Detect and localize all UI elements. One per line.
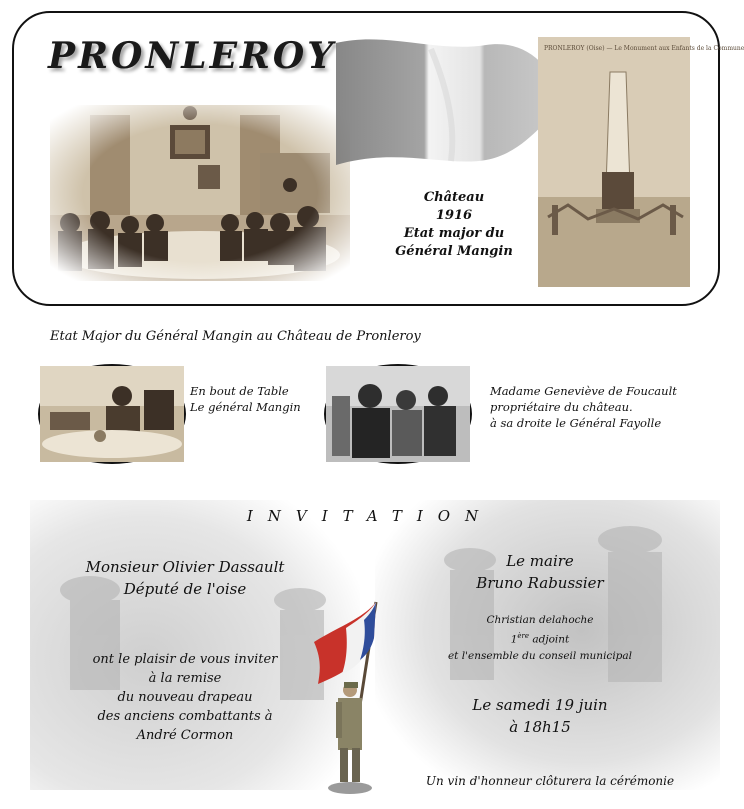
section-subtitle: Etat Major du Général Mangin au Château de Pronleroy [50,329,421,344]
caption-line: à sa droite le Général Fayolle [490,416,662,430]
photo2-caption [490,383,677,431]
host-line: Monsieur Olivier Dassault [85,558,285,576]
caption-line: Etat major du [403,226,505,241]
caption-line: Le général Mangin [190,400,301,414]
mayor-line: Le maire [506,552,574,570]
dinner-photo [50,105,350,281]
date-line: à 18h15 [509,718,571,736]
invitation-council [420,612,660,664]
caption-line: Général Mangin [395,244,513,259]
postcard-caption: PRONLEROY (Oise) — Le Monument aux Enfants de la Commune [544,45,744,52]
council-role-number: 1 [510,633,518,646]
caption-line: Madame Geneviève de Foucault [490,384,677,398]
flag-bearer-figurine [306,598,396,798]
mangin-table-photo [38,364,186,464]
council-name: Christian delahoche [486,614,594,626]
body-line: des anciens combattants à [97,709,273,724]
invitation-mayor [420,550,660,594]
chateau-caption [364,189,544,261]
invitation-body [60,650,310,745]
foucault-photo [324,364,472,464]
body-line: à la remise [148,671,222,686]
page-title: PRONLEROY [48,35,336,77]
mayor-line: Bruno Rabussier [476,574,604,592]
photo1-caption [190,383,301,415]
host-line: Député de l'oise [123,580,247,598]
caption-line: En bout de Table [190,384,289,398]
council-role-sup: ère [517,632,530,640]
invitation-date [420,694,660,738]
header-frame [12,11,744,306]
caption-line: propriétaire du château. [490,400,633,414]
body-line: ont le plaisir de vous inviter [92,652,278,667]
council-extra: et l'ensemble du conseil municipal [447,649,633,662]
monument-postcard [538,37,744,287]
body-line: André Cormon [136,728,234,743]
caption-line: Château [423,190,485,205]
council-role-rest: adjoint [529,633,570,646]
caption-line: 1916 [435,208,473,223]
invitation-title: INVITATION [246,507,494,525]
council-role [420,628,660,648]
date-line: Le samedi 19 juin [472,696,608,714]
invitation-footer: Un vin d'honneur clôturera la cérémonie [425,774,675,788]
body-line: du nouveau drapeau [117,690,253,705]
flag-image [336,35,568,185]
invitation-host [60,556,310,600]
